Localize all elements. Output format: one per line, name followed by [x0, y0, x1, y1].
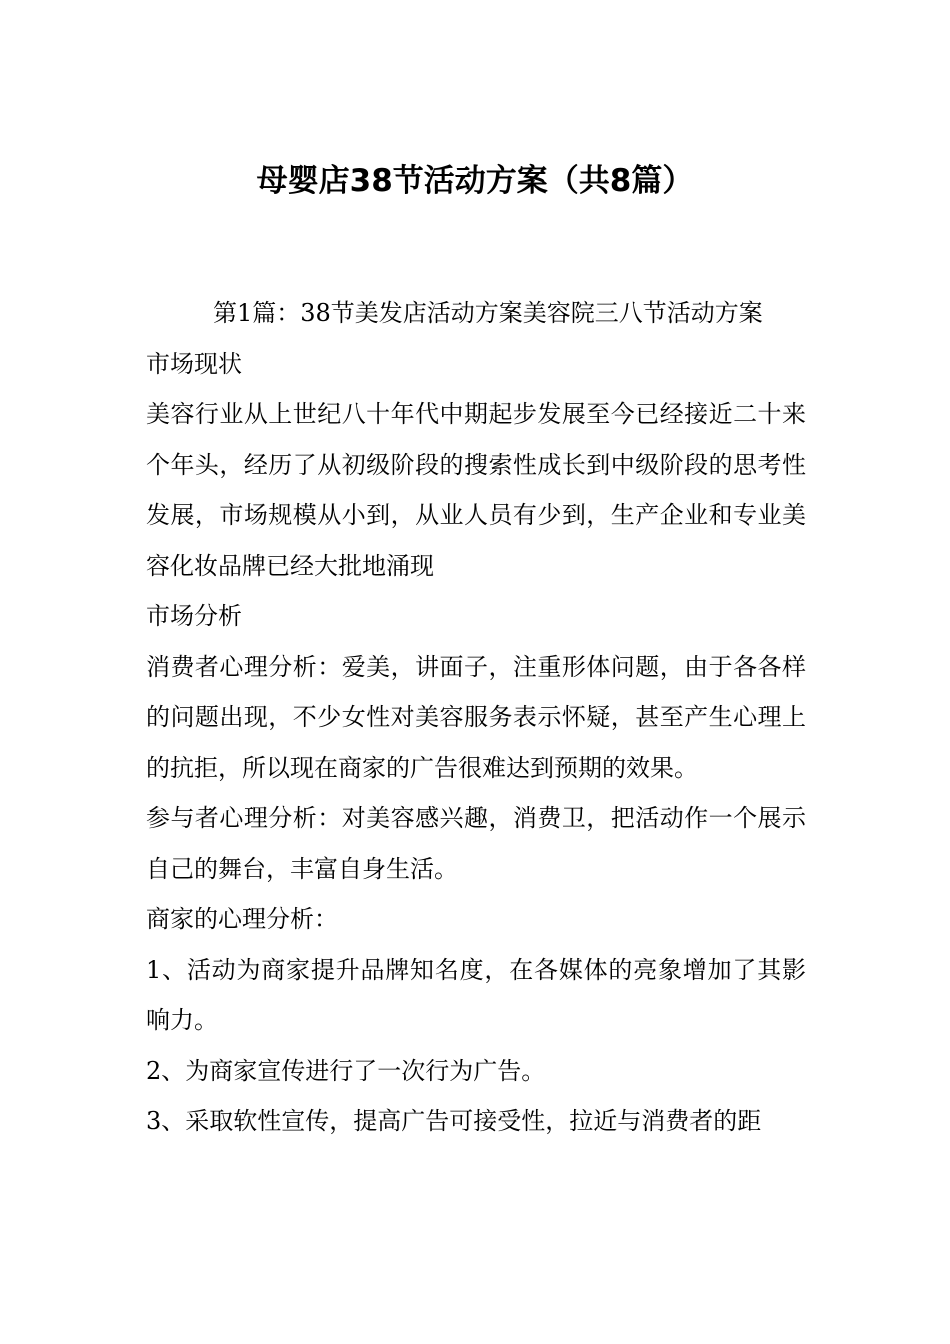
section-heading-market-status: 市场现状: [146, 349, 242, 378]
list-item-1: 1、活动为商家提升品牌知名度，在各媒体的亮象增加了其影响力。: [146, 955, 806, 1034]
document-title: 母婴店38节活动方案（共8篇）: [256, 163, 694, 199]
paragraph-consumer-analysis: 消费者心理分析：爱美，讲面子，注重形体问题，由于各各样的问题出现，不少女性对美容服务表示怀疑，甚至产生心理上的抗拒，所以现在商家的广告很难达到预期的效果。: [146, 652, 806, 782]
list-item-2: 2、为商家宣传进行了一次行为广告。: [146, 1056, 546, 1085]
document-body: [146, 288, 806, 1147]
section-heading-market-analysis: 市场分析: [146, 602, 242, 630]
paragraph-merchant-analysis-heading: 商家的心理分析：: [146, 905, 338, 933]
list-item-3: 3、采取软性宣传，提高广告可接受性，拉近与消费者的距: [146, 1107, 762, 1135]
paragraph-participant-analysis: 参与者心理分析：对美容感兴趣，消费卫，把活动作一个展示自己的舞台，丰富自身生活。: [146, 804, 806, 883]
paragraph-market-status: 美容行业从上世纪八十年代中期起步发展至今已经接近二十来个年头，经历了从初级阶段的搜索性成长到中级阶段的思考性发展，市场规模从小到，从业人员有少到，生产企业和专业美容化妆品牌已经大批地涌现: [146, 400, 806, 580]
chapter-heading: 第1篇：38节美发店活动方案美容院三八节活动方案: [213, 299, 763, 327]
